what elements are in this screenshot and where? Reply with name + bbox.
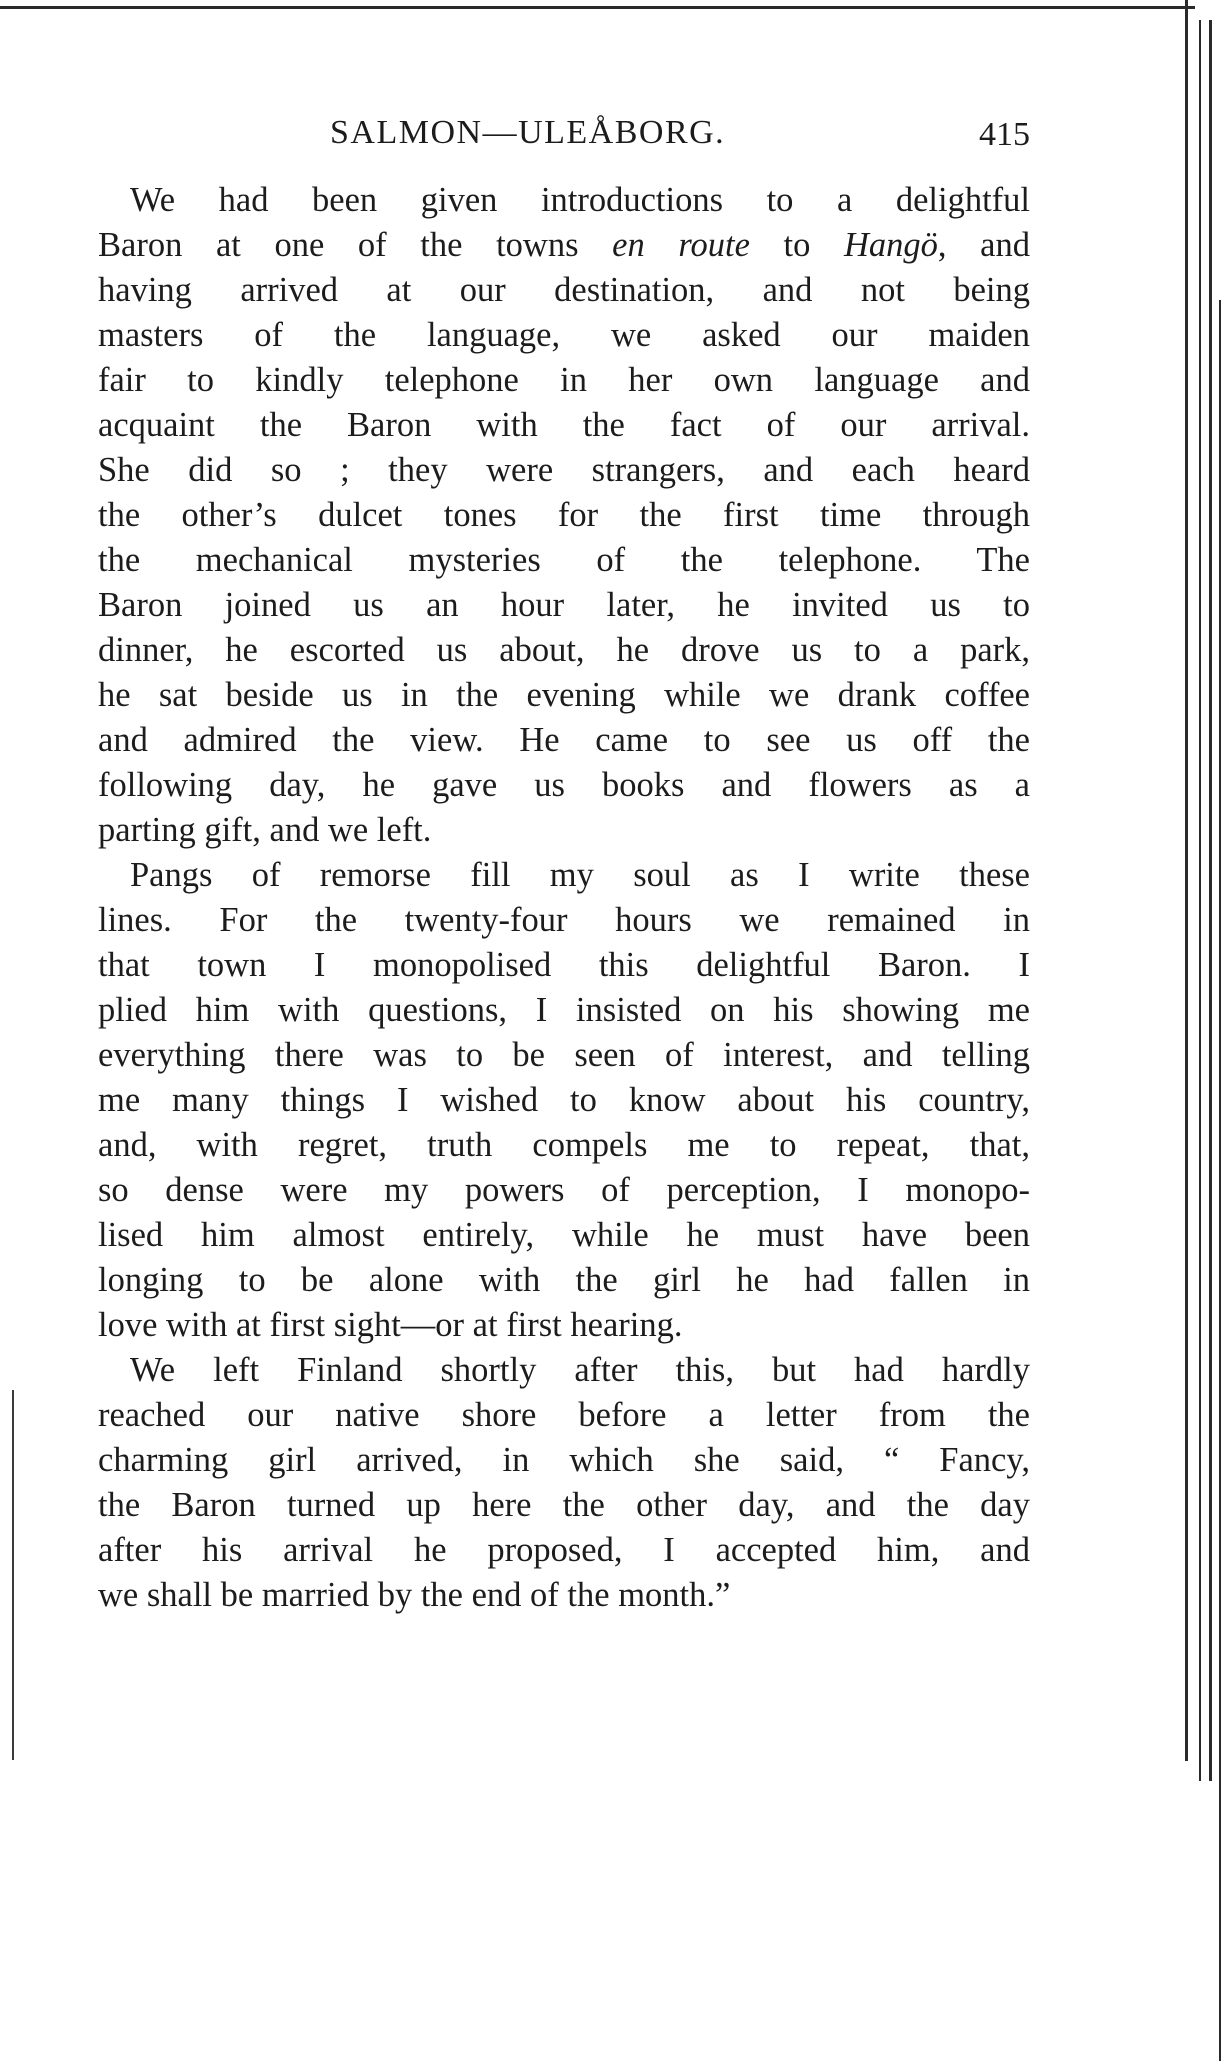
running-head — [98, 110, 1030, 160]
text-line: We left Finland shortly after this, but had hardly — [130, 1351, 1030, 1389]
text-line: parting gift, and we left. — [98, 811, 432, 849]
text-line: so dense were my powers of perception, I monopo- — [98, 1171, 1030, 1209]
paragraph — [98, 178, 1030, 853]
text-line: reached our native shore before a letter from the — [98, 1396, 1030, 1434]
text-line: the Baron turned up here the other day, and the day — [98, 1486, 1030, 1524]
text-line: and admired the view. He came to see us off the — [98, 721, 1030, 759]
text-line: lised him almost entirely, while he must have been — [98, 1216, 1030, 1254]
text-line: plied him with questions, I insisted on his showing me — [98, 991, 1030, 1029]
spine-edge-line — [1199, 20, 1201, 1781]
text-line: after his arrival he proposed, I accepted him, and — [98, 1531, 1030, 1569]
text-line: the other’s dulcet tones for the first time through — [98, 496, 1030, 534]
italic-place-name: Hangö — [844, 226, 938, 264]
text-line: love with at first sight—or at first hearing. — [98, 1306, 683, 1344]
spine-edge-line — [1185, 0, 1188, 1761]
text-line: She did so ; they were strangers, and each heard — [98, 451, 1030, 489]
text-line: charming girl arrived, in which she said, “ Fancy, — [98, 1441, 1030, 1479]
text-line: he sat beside us in the evening while we drank coffee — [98, 676, 1030, 714]
text-line: following day, he gave us books and flowers as a — [98, 766, 1030, 804]
text-line: the mechanical mysteries of the telephone. The — [98, 541, 1030, 579]
text-line: me many things I wished to know about his country, — [98, 1081, 1030, 1119]
text-line: We had been given introductions to a delightful — [130, 181, 1030, 219]
text-line: longing to be alone with the girl he had fallen in — [98, 1261, 1030, 1299]
text-line: dinner, he escorted us about, he drove us to a park, — [98, 631, 1030, 669]
page-number: 415 — [979, 116, 1030, 153]
paragraph — [98, 853, 1030, 1348]
left-margin-mark — [12, 1390, 14, 1760]
spine-edge-line — [1209, 20, 1212, 1781]
body-text — [98, 178, 1030, 1618]
text-line: having arrived at our destination, and not being — [98, 271, 1030, 309]
running-title: SALMON—ULEÅBORG. — [330, 114, 726, 151]
spine-edge-line — [1219, 300, 1221, 2061]
text-line: acquaint the Baron with the fact of our arrival. — [98, 406, 1030, 444]
page-top-rule — [0, 6, 1195, 9]
text-line: and, with regret, truth compels me to repeat, that, — [98, 1126, 1030, 1164]
text-line: we shall be married by the end of the month.” — [98, 1576, 731, 1614]
text-line: everything there was to be seen of interest, and telling — [98, 1036, 1030, 1074]
text-line: Baron at one of the towns en route to Hangö, and — [98, 226, 1030, 264]
text-line: Pangs of remorse fill my soul as I write these — [130, 856, 1030, 894]
text-line: fair to kindly telephone in her own language and — [98, 361, 1030, 399]
italic-phrase: en route — [612, 226, 750, 264]
paragraph — [98, 1348, 1030, 1618]
text-line: that town I monopolised this delightful Baron. I — [98, 946, 1030, 984]
text-line: Baron joined us an hour later, he invited us to — [98, 586, 1030, 624]
text-line: lines. For the twenty-four hours we remained in — [98, 901, 1030, 939]
text-line: masters of the language, we asked our maiden — [98, 316, 1030, 354]
